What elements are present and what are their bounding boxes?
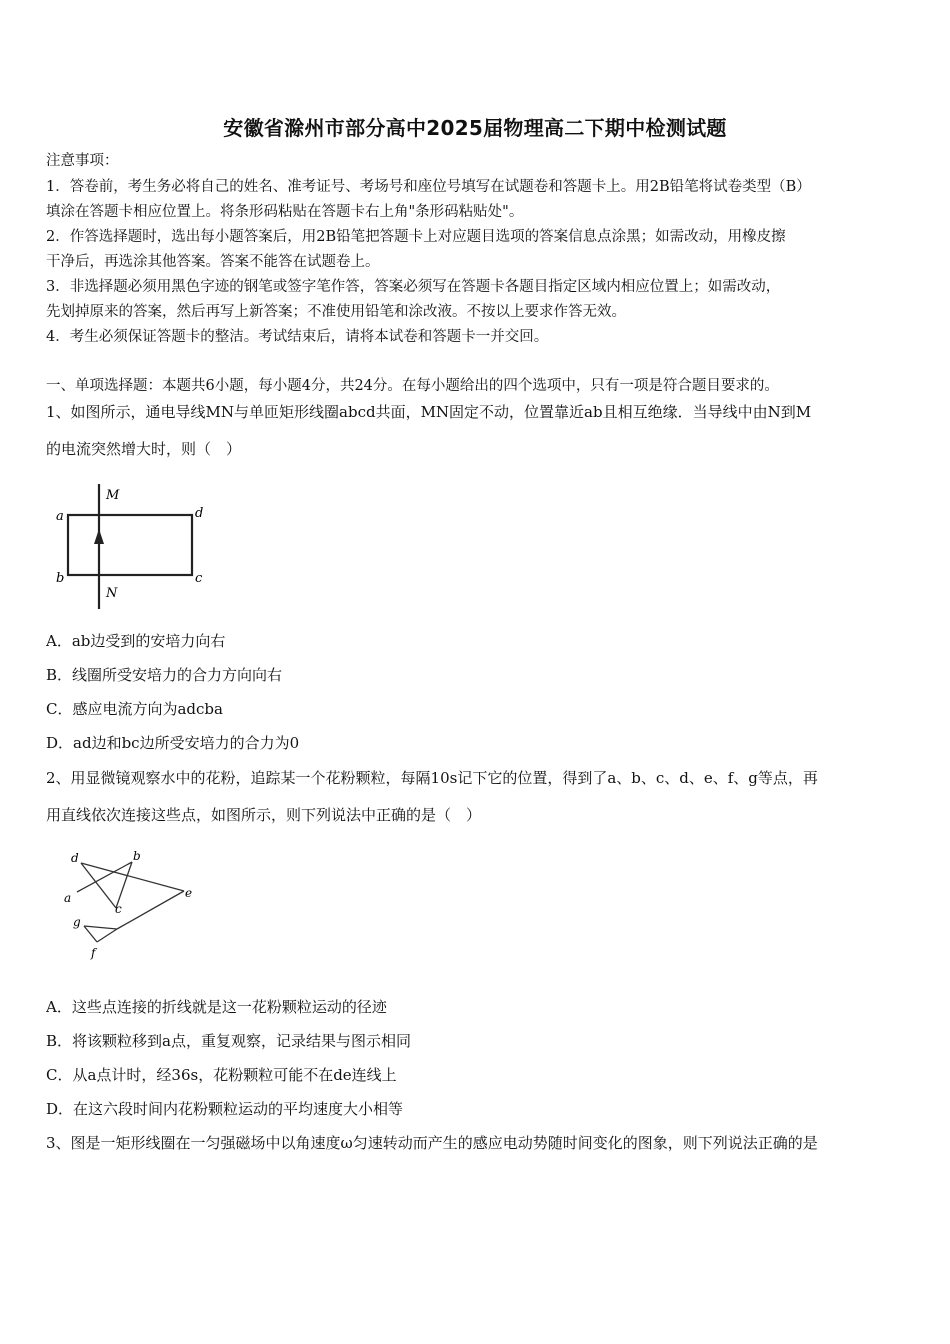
segment-de (81, 863, 184, 891)
q1-stem: 1、如图所示，通电导线MN与单匝矩形线圈abcd共面，MN固定不动，位置靠近ab且相互绝缘．当导线中由N到M (46, 403, 812, 421)
notice-line: 3．非选择题必须用黑色字迹的钢笔或签字笔作答，答案必须写在答题卡各题目指定区域内相应位置上；如需改动， (46, 279, 781, 295)
notice-line: 4．考生必须保证答题卡的整洁。考试结束后，请将本试卷和答题卡一并交回。 (46, 329, 549, 345)
label-g: g (73, 915, 81, 929)
notice-heading: 注意事项： (46, 153, 119, 169)
label-a: a (64, 891, 72, 905)
label-a: a (56, 509, 64, 524)
notice-line: 填涂在答题卡相应位置上。将条形码粘贴在答题卡右上角"条形码粘贴处"。 (46, 204, 524, 220)
notice-line: 2．作答选择题时，选出每小题答案后，用2B铅笔把答题卡上对应题目选项的答案信息点涂黑；如需改动，用橡皮擦 (46, 229, 786, 245)
coil-rectangle (68, 515, 192, 575)
segment-cd (81, 863, 116, 908)
notice-line: 干净后，再选涂其他答案。答案不能答在试题卷上。 (46, 254, 380, 270)
label-b: b (56, 571, 65, 586)
q1-option-d: D．ad边和bc边所受安培力的合力为0 (46, 734, 300, 752)
q3-stem: 3、图是一矩形线圈在一匀强磁场中以角速度ω匀速转动而产生的感应电动势随时间变化的图象，则下列说法正确的是 (46, 1134, 818, 1152)
q2-stem: 2、用显微镜观察水中的花粉，追踪某一个花粉颗粒，每隔10s记下它的位置，得到了a、b、c、d、e、f、g等点，再 (46, 769, 818, 787)
q2-figure (60, 845, 200, 970)
q2-option-d: D．在这六段时间内花粉颗粒运动的平均速度大小相等 (46, 1100, 404, 1118)
q1-option-c: C．感应电流方向为adcba (46, 700, 223, 718)
section-heading: 一、单项选择题：本题共6小题，每小题4分，共24分。在每小题给出的四个选项中，只有一项是符合题目要求的。 (46, 378, 779, 394)
label-n: N (106, 586, 118, 601)
segment-ef (117, 891, 184, 929)
segment-g (84, 926, 117, 929)
q1-figure (50, 478, 220, 613)
label-e: e (185, 886, 193, 900)
q2-stem: 用直线依次连接这些点，如图所示，则下列说法中正确的是（ ） (46, 806, 482, 824)
notice-line: 先划掉原来的答案，然后再写上新答案；不准使用铅笔和涂改液。不按以上要求作答无效。 (46, 304, 626, 320)
q2-option-b: B．将该颗粒移到a点，重复观察，记录结果与图示相同 (46, 1032, 411, 1050)
label-d: d (195, 506, 204, 521)
q1-option-b: B．线圈所受安培力的合力方向向右 (46, 666, 283, 684)
label-c: c (115, 902, 122, 916)
q1-stem: 的电流突然增大时，则（ ） (46, 440, 242, 458)
label-m: M (106, 488, 120, 503)
label-d: d (71, 851, 79, 865)
label-f: f (91, 946, 96, 960)
segment-fg-lower (84, 926, 97, 942)
label-b: b (133, 849, 141, 863)
segment-fg-upper (97, 929, 117, 942)
q2-option-c: C．从a点计时，经36s，花粉颗粒可能不在de连线上 (46, 1066, 397, 1084)
q2-option-a: A．这些点连接的折线就是这一花粉颗粒运动的径迹 (46, 998, 387, 1016)
label-c: c (195, 571, 203, 586)
page-title: 安徽省滁州市部分高中2025届物理高二下期中检测试题 (223, 116, 727, 140)
notice-line: 1．答卷前，考生务必将自己的姓名、准考证号、考场号和座位号填写在试题卷和答题卡上。用2B铅笔将试卷类型（B） (46, 179, 811, 195)
q1-option-a: A．ab边受到的安培力向右 (46, 632, 226, 650)
current-arrow-icon (94, 529, 104, 544)
